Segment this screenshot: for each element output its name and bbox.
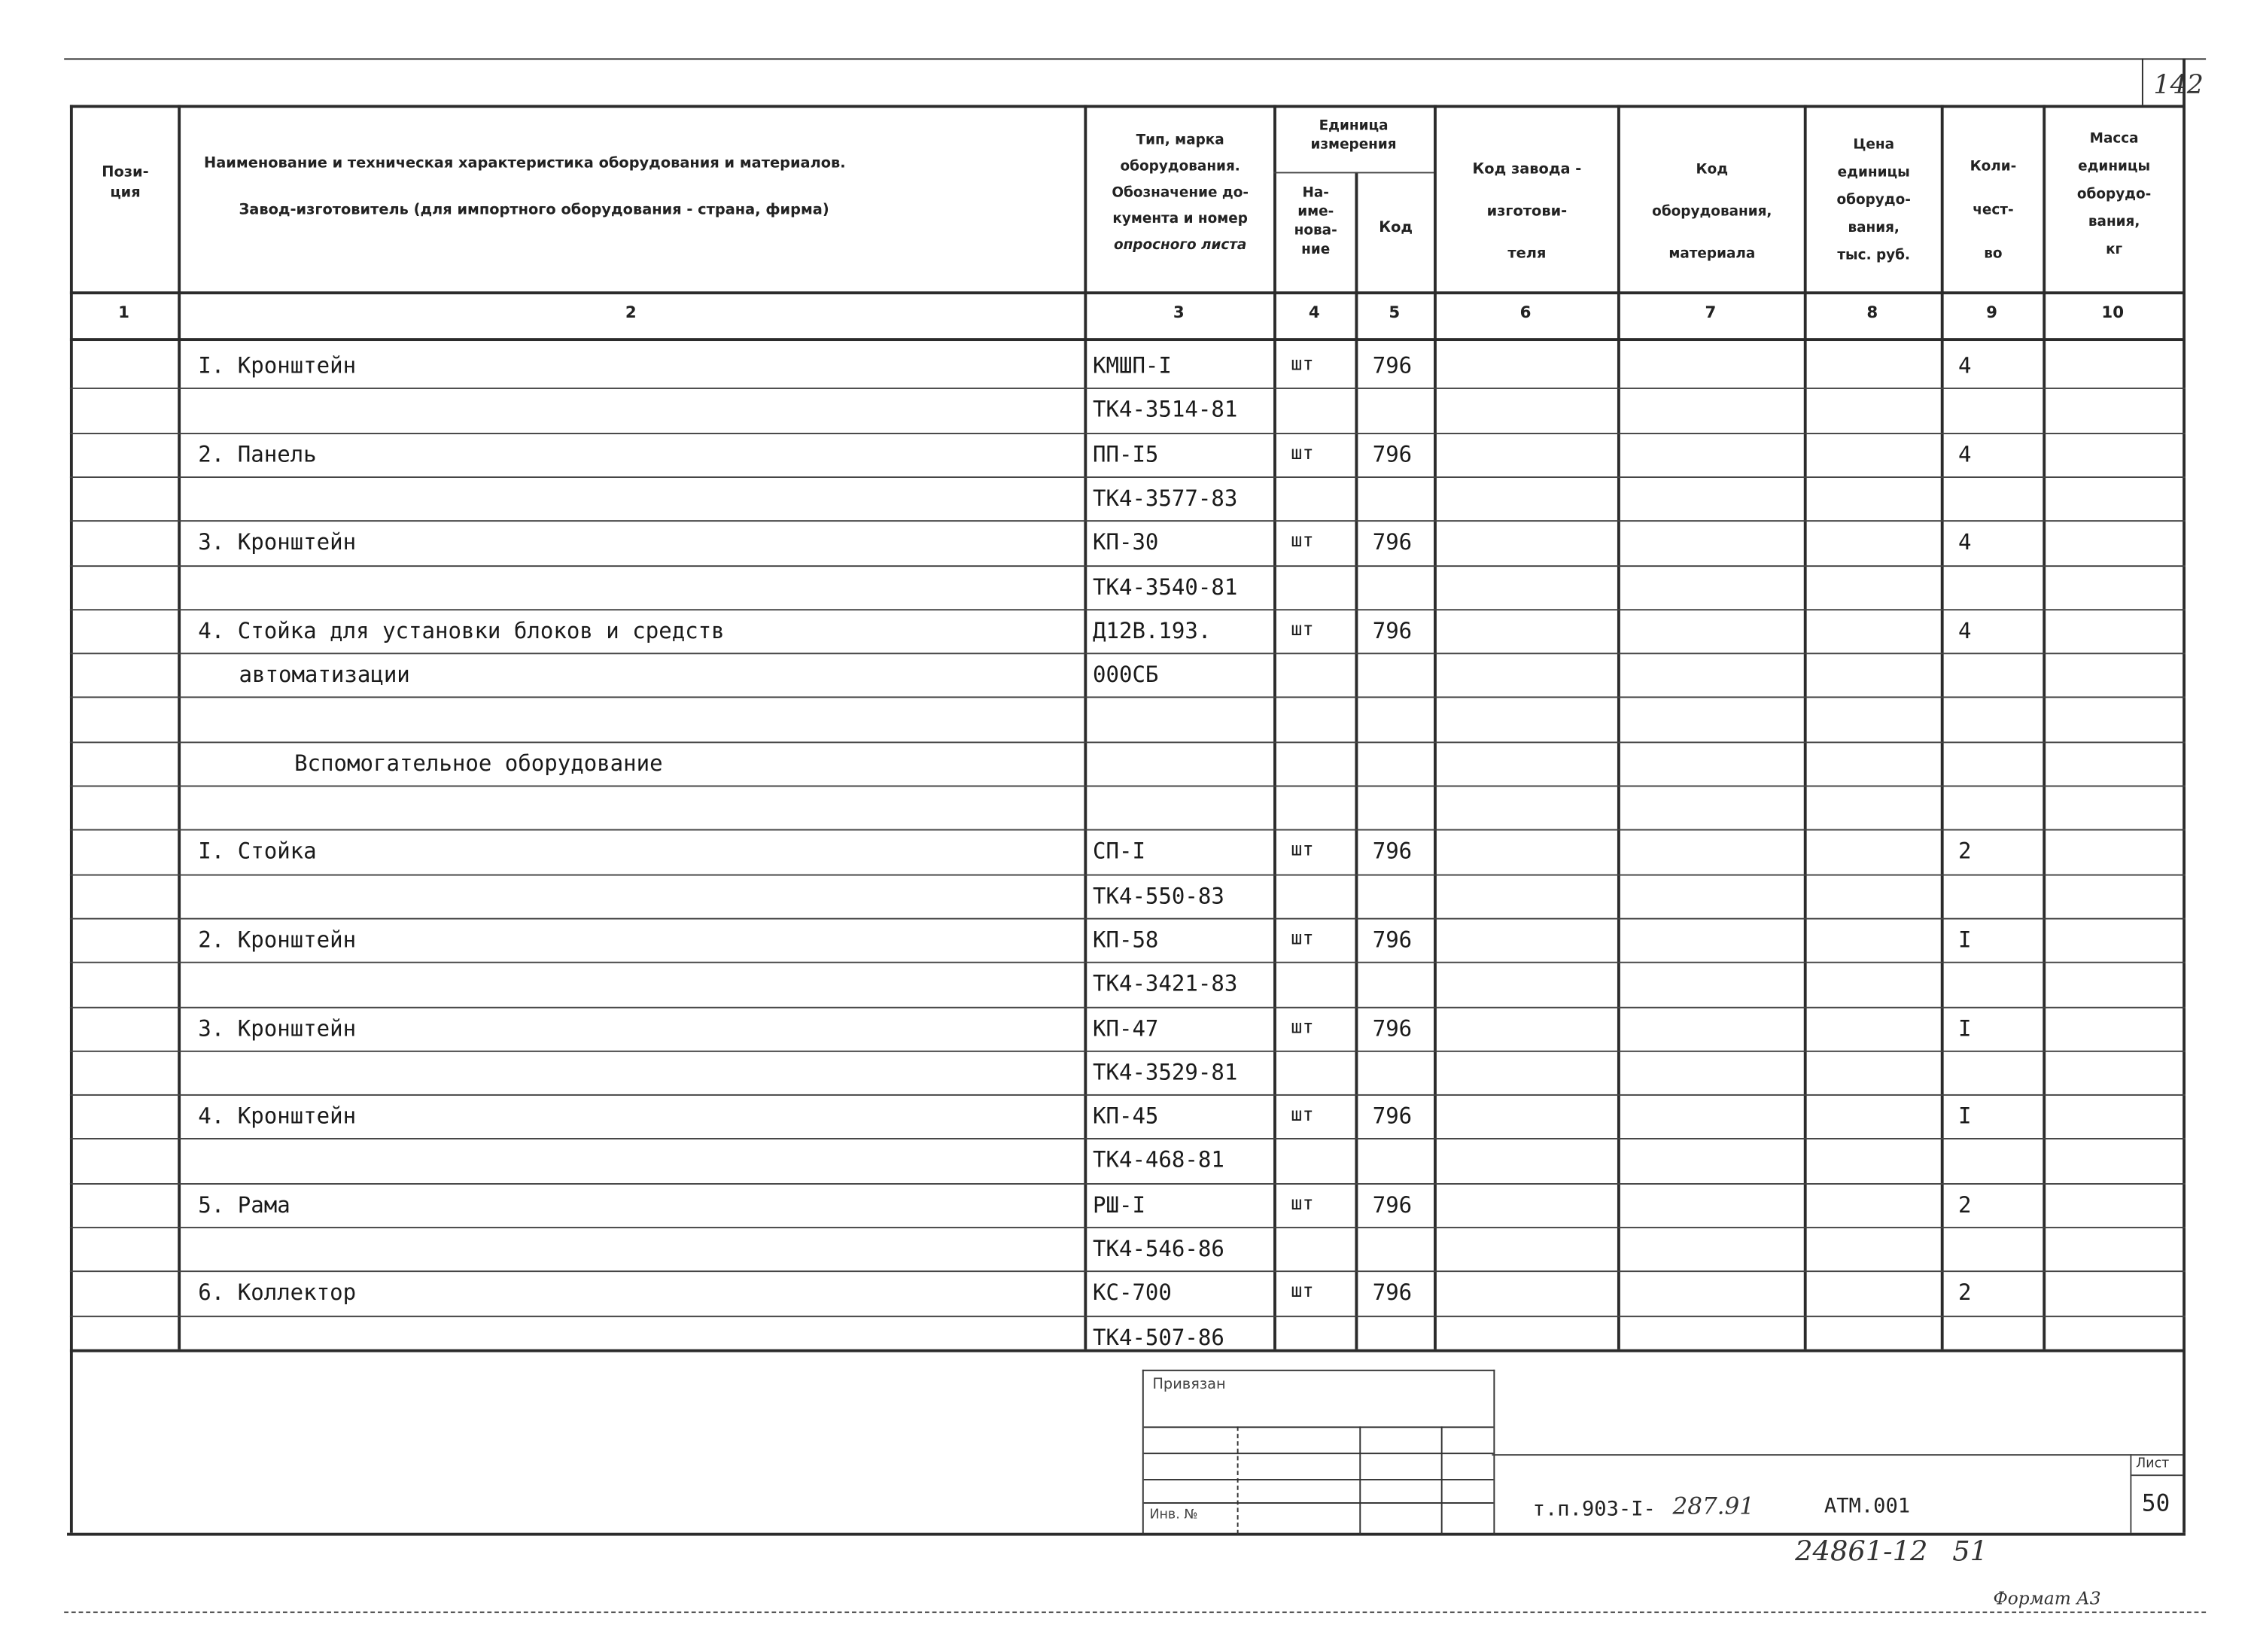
header-name-line1: Наименование и техническая характеристика оборудования и материалов. — [204, 156, 846, 172]
header-quantity: Коли- чест- во — [1970, 159, 2017, 263]
item-quantity: I — [1957, 1103, 1972, 1130]
item-unit-code: 796 — [1372, 926, 1413, 953]
doc-mark: АТМ.001 — [1824, 1495, 1911, 1519]
item-name: 4. Стойка для установки блоков и средств — [198, 617, 725, 644]
item-unit: шт — [1291, 354, 1314, 376]
top-border-line — [64, 58, 2206, 59]
row-line — [70, 829, 2186, 831]
row-line — [70, 741, 2186, 743]
item-type: КП-30 — [1093, 529, 1159, 555]
item-unit: шт — [1291, 1104, 1314, 1127]
item-name: 4. Кронштейн — [198, 1103, 357, 1130]
title-block — [1142, 1370, 1495, 1535]
row-line — [70, 697, 2186, 698]
table-top-line — [70, 105, 2186, 108]
item-type: ТК4-546-86 — [1093, 1235, 1224, 1262]
item-quantity: 4 — [1957, 440, 1972, 467]
archive-number: 24861-12 — [1795, 1535, 1928, 1568]
row-line — [70, 962, 2186, 963]
format-label: Формат А3 — [1993, 1588, 2101, 1609]
row-line — [70, 786, 2186, 787]
item-unit-code: 796 — [1372, 617, 1413, 644]
row-line — [70, 653, 2186, 655]
item-type: ТК4-468-81 — [1093, 1147, 1224, 1174]
stamp-col-line — [1441, 1426, 1443, 1534]
col-line-6 — [1617, 105, 1620, 1349]
header-position: Пози- ция — [102, 164, 149, 202]
item-name: 3. Кронштейн — [198, 1015, 357, 1042]
item-type: ТК4-3577-83 — [1093, 485, 1238, 512]
item-quantity: I — [1957, 926, 1972, 953]
colnum-5: 5 — [1389, 303, 1401, 322]
item-unit-code: 796 — [1372, 529, 1413, 555]
item-quantity: 2 — [1957, 1191, 1972, 1218]
item-type: ТК4-3514-81 — [1093, 397, 1238, 424]
item-name: 3. Кронштейн — [198, 529, 357, 555]
item-unit: шт — [1291, 1016, 1314, 1039]
sheet-label: Лист — [2136, 1457, 2170, 1472]
inv-no-label: Инв. № — [1149, 1507, 1198, 1523]
colnum-bottom-line — [70, 338, 2186, 341]
item-unit-code: 796 — [1372, 838, 1413, 865]
row-line — [70, 564, 2186, 566]
item-unit-code: 796 — [1372, 1103, 1413, 1130]
header-bottom-line — [70, 291, 2186, 294]
header-mass: Масса единицы оборудо- вания, кг — [2076, 131, 2152, 258]
header-factory-code: Код завода - изготови- теля — [1472, 161, 1582, 263]
item-unit: шт — [1291, 1192, 1314, 1215]
colnum-9: 9 — [1986, 303, 1997, 322]
row-line — [70, 1315, 2186, 1316]
sheet-right-line — [2183, 58, 2186, 1532]
row-line — [70, 1006, 2186, 1008]
row-line — [70, 1271, 2186, 1273]
colnum-4: 4 — [1308, 303, 1320, 322]
row-line — [70, 1182, 2186, 1184]
col-line-9 — [2043, 105, 2046, 1349]
item-quantity: 2 — [1957, 1279, 1972, 1307]
item-unit: шт — [1291, 839, 1314, 862]
privyazan-label: Привязан — [1152, 1377, 1226, 1393]
header-unit-name: На- име- нова- ние — [1294, 184, 1337, 258]
unit-group-line — [1273, 172, 1434, 173]
stamp-col-line — [1359, 1426, 1361, 1534]
col-line-7 — [1804, 105, 1807, 1349]
col-line-4 — [1355, 172, 1358, 1349]
header-equipment-code: Код оборудования, материала — [1652, 161, 1772, 263]
item-name: автоматизации — [239, 662, 410, 688]
item-unit-code: 796 — [1372, 1015, 1413, 1042]
colnum-8: 8 — [1866, 303, 1878, 322]
col-line-8 — [1941, 105, 1944, 1349]
page-number-box-line — [2142, 58, 2143, 105]
item-type: КП-45 — [1093, 1103, 1159, 1130]
doc-code-handwritten: 287.91 — [1672, 1492, 1754, 1520]
item-name: I. Стойка — [198, 838, 317, 865]
item-unit: шт — [1291, 619, 1314, 641]
header-name-line2: Завод-изготовитель (для импортного оборудования - страна, фирма) — [239, 202, 829, 219]
doc-code: т.п.903-I- — [1532, 1498, 1656, 1522]
item-type: Д12В.193. — [1093, 617, 1212, 644]
item-type: КП-47 — [1093, 1015, 1159, 1042]
item-unit-code: 796 — [1372, 1279, 1413, 1307]
col-line-2 — [1084, 105, 1087, 1349]
item-name: 6. Коллектор — [198, 1279, 357, 1307]
item-type: КМШП-I — [1093, 352, 1172, 379]
item-type: СП-I — [1093, 838, 1145, 865]
archive-sheet: 51 — [1952, 1535, 1988, 1568]
item-type: ТК4-3540-81 — [1093, 573, 1238, 600]
item-quantity: 2 — [1957, 838, 1972, 865]
item-unit: шт — [1291, 928, 1314, 951]
item-name: Вспомогательное оборудование — [294, 750, 663, 777]
colnum-7: 7 — [1705, 303, 1717, 322]
item-type: КС-700 — [1093, 1279, 1172, 1307]
row-line — [70, 388, 2186, 390]
item-unit-code: 796 — [1372, 352, 1413, 379]
col-line-3 — [1273, 105, 1276, 1349]
stamp-main-line — [1492, 1454, 2183, 1456]
item-type: ТК4-507-86 — [1093, 1324, 1224, 1350]
item-type: 000СБ — [1093, 662, 1159, 688]
sheet-box-line — [2130, 1454, 2131, 1533]
item-quantity: 4 — [1957, 529, 1972, 555]
sheet-box-divider — [2130, 1474, 2183, 1476]
item-type: ТК4-3529-81 — [1093, 1059, 1238, 1085]
bottom-trim-line — [64, 1611, 2206, 1613]
row-line — [70, 874, 2186, 875]
colnum-1: 1 — [118, 303, 129, 322]
row-line — [70, 1139, 2186, 1140]
item-unit: шт — [1291, 531, 1314, 553]
colnum-3: 3 — [1173, 303, 1185, 322]
item-quantity: 4 — [1957, 352, 1972, 379]
item-type: РШ-I — [1093, 1191, 1145, 1218]
row-line — [70, 1050, 2186, 1051]
row-line — [70, 1227, 2186, 1228]
row-line — [70, 476, 2186, 478]
row-line — [70, 521, 2186, 522]
item-type: ТК4-3421-83 — [1093, 970, 1238, 997]
sheet-number: 50 — [2141, 1489, 2170, 1517]
colnum-10: 10 — [2101, 303, 2125, 322]
item-unit-code: 796 — [1372, 1191, 1413, 1218]
item-name: 2. Кронштейн — [198, 926, 357, 953]
item-name: I. Кронштейн — [198, 352, 357, 379]
colnum-2: 2 — [625, 303, 637, 322]
colnum-6: 6 — [1519, 303, 1532, 322]
row-line — [70, 1094, 2186, 1096]
item-unit: шт — [1291, 1281, 1314, 1304]
row-line — [70, 917, 2186, 919]
item-unit-code: 796 — [1372, 440, 1413, 467]
header-type: Тип, марка оборудования. Обозначение до- кумента и номер опросного листа — [1112, 132, 1249, 254]
row-line — [70, 432, 2186, 434]
header-unit-code: Код — [1379, 220, 1413, 236]
stamp-col-line — [1237, 1426, 1239, 1534]
header-price: Цена единицы оборудо- вания, тыс. руб. — [1836, 136, 1911, 264]
col-line-5 — [1434, 105, 1437, 1349]
header-unit-group: Единица измерения — [1310, 117, 1397, 154]
item-name: 2. Панель — [198, 440, 317, 467]
item-type: ТК4-550-83 — [1093, 882, 1224, 909]
item-quantity: I — [1957, 1015, 1972, 1042]
row-line — [70, 609, 2186, 610]
page-number: 142 — [2153, 69, 2204, 101]
item-unit: шт — [1291, 442, 1314, 464]
col-line-1 — [178, 105, 181, 1349]
item-quantity: 4 — [1957, 617, 1972, 644]
item-type: КП-58 — [1093, 926, 1159, 953]
item-type: ПП-I5 — [1093, 440, 1159, 467]
item-name: 5. Рама — [198, 1191, 290, 1218]
